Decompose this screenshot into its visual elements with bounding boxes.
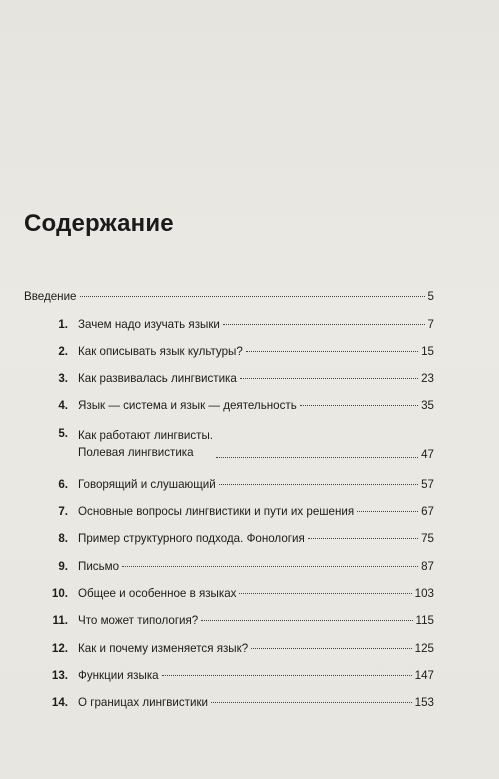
chapter-number: 5. bbox=[58, 427, 68, 440]
chapter-number: 1. bbox=[58, 318, 68, 331]
toc-entry-label: О границах лингвистики bbox=[78, 696, 208, 709]
toc-entry-label: Как описывать язык культуры? bbox=[78, 345, 243, 358]
chapter-number: 13. bbox=[51, 669, 68, 682]
toc-entry-page: 125 bbox=[414, 642, 434, 655]
toc-entry-label: Что может типология? bbox=[78, 614, 199, 627]
toc-entry-page: 147 bbox=[414, 669, 434, 682]
toc-entry-page: 15 bbox=[421, 345, 434, 358]
leader-dots bbox=[308, 538, 418, 539]
toc-entry-label: Функции языка bbox=[78, 669, 159, 682]
toc-entry-label-line2: Полевая лингвистика bbox=[78, 446, 194, 459]
toc-entry-page: 23 bbox=[421, 372, 434, 385]
toc-entry bbox=[24, 478, 434, 491]
leader-dots bbox=[240, 378, 418, 379]
leader-dots bbox=[80, 296, 425, 297]
leader-dots bbox=[239, 593, 411, 594]
chapter-number: 9. bbox=[58, 560, 68, 573]
page-title: Содержание bbox=[24, 210, 174, 237]
toc-entry bbox=[24, 399, 434, 412]
chapter-number: 3. bbox=[58, 372, 68, 385]
leader-dots bbox=[216, 457, 418, 458]
toc-entry-label: Введение bbox=[24, 290, 77, 303]
bleed-through bbox=[30, 0, 470, 300]
toc-entry bbox=[24, 505, 434, 518]
toc-entry-label: Пример структурного подхода. Фонология bbox=[78, 532, 305, 545]
toc-entry-page: 87 bbox=[421, 560, 434, 573]
toc-entry bbox=[24, 614, 434, 627]
toc-entry bbox=[24, 642, 434, 655]
chapter-number: 12. bbox=[51, 642, 68, 655]
leader-dots bbox=[251, 648, 412, 649]
toc-entry-label: Как развивалась лингвистика bbox=[78, 372, 237, 385]
leader-dots bbox=[201, 620, 412, 621]
toc-entry-intro bbox=[24, 290, 434, 303]
leader-dots bbox=[223, 324, 425, 325]
toc-entry bbox=[24, 372, 434, 385]
toc-entry bbox=[24, 560, 434, 573]
toc-entry-label: Говорящий и слушающий bbox=[78, 478, 216, 491]
chapter-number: 4. bbox=[58, 399, 68, 412]
leader-dots bbox=[162, 675, 412, 676]
chapter-number: 6. bbox=[58, 478, 68, 491]
toc-entry-label: Язык — система и язык — деятельность bbox=[78, 399, 297, 412]
toc-entry-page: 47 bbox=[421, 448, 434, 461]
toc-entry-page: 75 bbox=[421, 532, 434, 545]
chapter-number: 10. bbox=[51, 587, 68, 600]
toc-entry-label: Зачем надо изучать языки bbox=[78, 318, 220, 331]
toc-entry-page: 115 bbox=[415, 614, 434, 627]
toc-entry-label: Общее и особенное в языках bbox=[78, 587, 237, 600]
toc-entry-page: 103 bbox=[414, 587, 434, 600]
toc-entry-label-group bbox=[78, 427, 213, 461]
toc-entry bbox=[24, 587, 434, 600]
toc-entry-page: 153 bbox=[414, 696, 434, 709]
chapter-number: 8. bbox=[58, 532, 68, 545]
leader-dots bbox=[219, 484, 418, 485]
toc-entry-page: 7 bbox=[427, 318, 434, 331]
toc-entry-label: Основные вопросы лингвистики и пути их решения bbox=[78, 505, 355, 518]
toc-entry-label: Как и почему изменяется язык? bbox=[78, 642, 249, 655]
toc-entry-page: 57 bbox=[421, 478, 434, 491]
chapter-number: 7. bbox=[58, 505, 68, 518]
toc-entry bbox=[24, 427, 434, 461]
toc-entry-page: 67 bbox=[421, 505, 434, 518]
toc-entry-label: Письмо bbox=[78, 560, 120, 573]
toc-entry bbox=[24, 669, 434, 682]
toc-entry-page: 35 bbox=[421, 399, 434, 412]
chapter-number: 11. bbox=[52, 614, 68, 627]
leader-dots bbox=[300, 405, 418, 406]
leader-dots bbox=[357, 511, 418, 512]
chapter-number: 14. bbox=[51, 696, 68, 709]
chapter-number: 2. bbox=[58, 345, 68, 358]
toc-entry bbox=[24, 532, 434, 545]
leader-dots bbox=[211, 702, 412, 703]
toc-entry bbox=[24, 345, 434, 358]
toc-entry bbox=[24, 696, 434, 709]
toc-entry-label: Как работают лингвисты. bbox=[78, 429, 213, 442]
leader-dots bbox=[246, 351, 418, 352]
toc-entry-page: 5 bbox=[427, 290, 434, 303]
leader-dots bbox=[122, 566, 418, 567]
toc-entry bbox=[24, 318, 434, 331]
